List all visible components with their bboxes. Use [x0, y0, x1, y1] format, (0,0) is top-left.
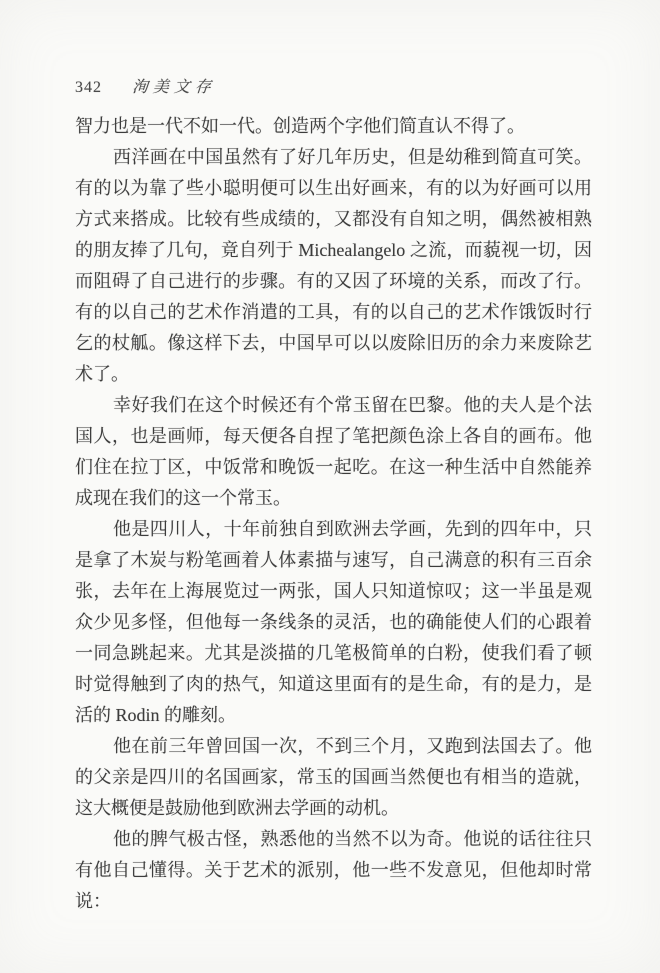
text-line: 众少见多怪，但他每一条线条的灵活，也的确能使人们的心跟着 [75, 612, 592, 632]
text-line: 有的以自己的艺术作消遣的工具，有的以自己的艺术作饿饭时行 [75, 302, 592, 322]
text-line: 一同急跳起来。尤其是淡描的几笔极简单的白粉，使我们看了顿 [75, 643, 592, 663]
page-number: 342 [75, 79, 102, 96]
text-line: 有他自己懂得。关于艺术的派别，他一些不发意见，但他却时常 [75, 860, 592, 880]
text-line: 有的以为靠了些小聪明便可以生出好画来，有的以为好画可以用 [75, 178, 592, 198]
running-header [75, 74, 216, 97]
text-line: 时觉得触到了肉的热气，知道这里面有的是生命，有的是力，是 [75, 674, 592, 694]
body-text-block [75, 111, 592, 917]
text-line: 西洋画在中国虽然有了好几年历史，但是幼稚到简直可笑。 [113, 147, 592, 167]
text-line: 是拿了木炭与粉笔画着人体素描与速写，自己满意的积有三百余 [75, 550, 592, 570]
text-line: 张，去年在上海展览过一两张，国人只知道惊叹；这一半虽是观 [75, 581, 592, 601]
text-line: 这大概便是鼓励他到欧洲去学画的动机。 [75, 798, 399, 818]
text-line: 的朋友捧了几句，竟自列于 Michealangelo 之流，而藐视一切，因 [75, 240, 592, 260]
text-line: 说： [75, 891, 111, 911]
text-line: 他在前三年曾回国一次，不到三个月，又跑到法国去了。他 [113, 736, 592, 756]
text-line: 活的 Rodin 的雕刻。 [75, 705, 237, 725]
text-line: 而阻碍了自己进行的步骤。有的又因了环境的关系，而改了行。 [75, 271, 592, 291]
book-title: 洵美文存 [131, 79, 217, 96]
text-line: 智力也是一代不如一代。创造两个字他们简直认不得了。 [75, 116, 525, 136]
text-line: 国人，也是画师，每天便各自捏了笔把颜色涂上各自的画布。他 [75, 426, 592, 446]
text-line: 方式来搭成。比较有些成绩的，又都没有自知之明，偶然被相熟 [75, 209, 592, 229]
text-line: 他的脾气极古怪，熟悉他的当然不以为奇。他说的话往往只 [113, 829, 592, 849]
text-line: 们住在拉丁区，中饭常和晚饭一起吃。在这一种生活中自然能养 [75, 457, 592, 477]
text-line: 乞的杖觚。像这样下去，中国早可以以废除旧历的余力来废除艺 [75, 333, 592, 353]
text-line: 术了。 [75, 364, 129, 384]
text-line: 的父亲是四川的名国画家，常玉的国画当然便也有相当的造就， [75, 767, 592, 787]
text-line: 成现在我们的这一个常玉。 [75, 488, 291, 508]
text-line: 他是四川人，十年前独自到欧洲去学画，先到的四年中，只 [113, 519, 592, 539]
text-line: 幸好我们在这个时候还有个常玉留在巴黎。他的夫人是个法 [113, 395, 592, 415]
